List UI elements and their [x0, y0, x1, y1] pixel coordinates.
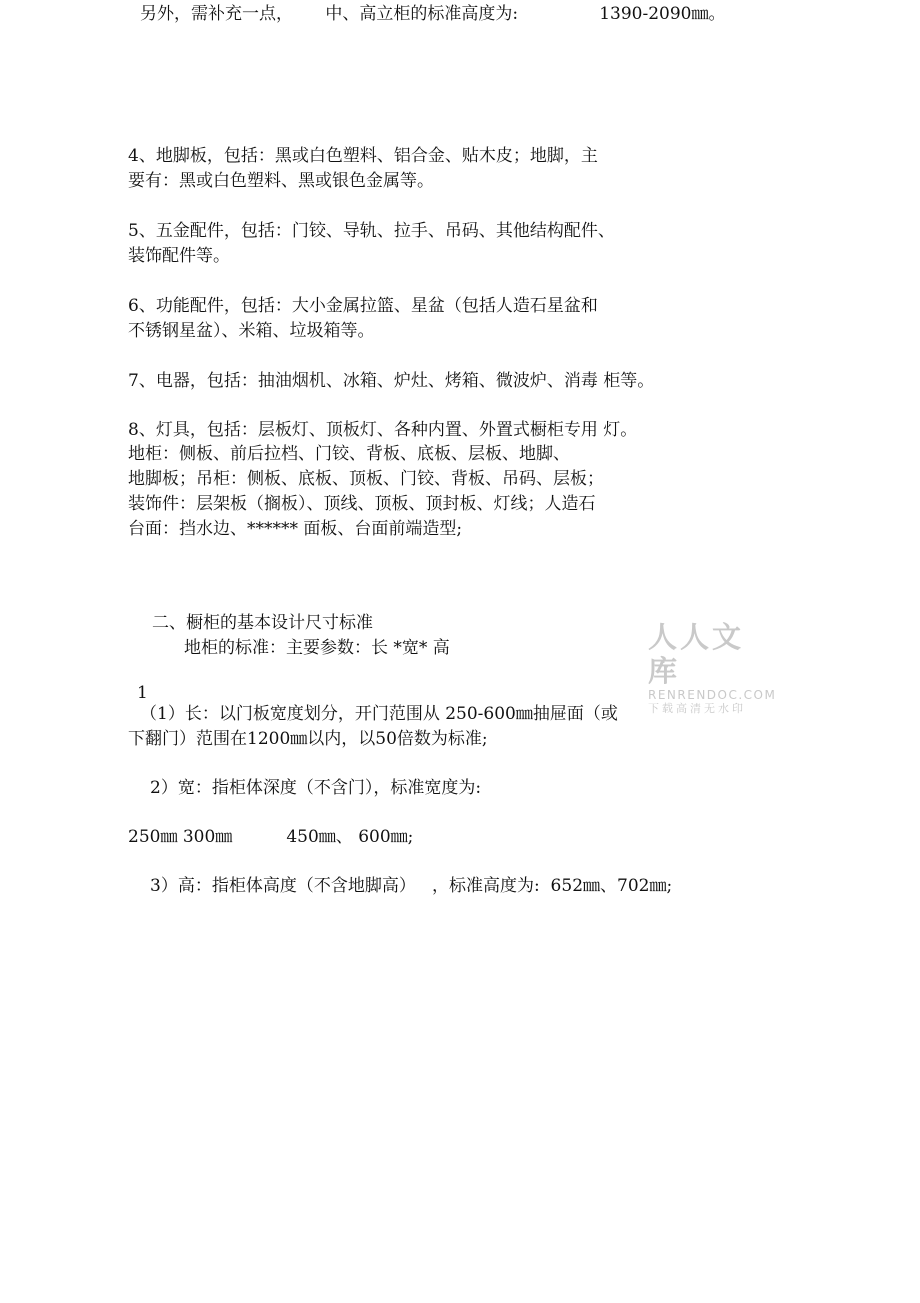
text-line: 装饰件：层架板（搁板）、顶线、顶板、顶封板、灯线；人造石: [128, 494, 596, 514]
text-line: 台面：挡水边、****** 面板、台面前端造型;: [128, 519, 463, 539]
text-line: 2）宽：指柜体深度（不含门），标准宽度为:: [150, 778, 482, 798]
text-line: 下翻门）范围在1200㎜以内，以50倍数为标准;: [128, 729, 488, 749]
text-line: 另外，需补充一点， 中、高立柜的标准高度为: 1390-2090㎜。: [140, 4, 726, 24]
text-line: 不锈钢星盆）、米箱、垃圾箱等。: [128, 321, 375, 341]
text-line: 地柜的标准：主要参数：长 *宽* 高: [184, 638, 450, 658]
text-line: 7、电器，包括：抽油烟机、冰箱、炉灶、烤箱、微波炉、消毒 柜等。: [128, 371, 655, 391]
text-line: 地脚板；吊柜：侧板、底板、顶板、门铰、背板、吊码、层板；: [128, 469, 604, 489]
text-line: 8、灯具，包括：层板灯、顶板灯、各种内置、外置式橱柜专用 灯。: [128, 420, 638, 440]
text-line: 5、五金配件，包括：门铰、导轨、拉手、吊码、其他结构配件、: [128, 221, 615, 241]
text-line: 地柜：侧板、前后拉档、门铰、背板、底板、层板、地脚、: [128, 444, 570, 464]
text-line: 装饰配件等。: [128, 246, 230, 266]
text-line: 6、功能配件，包括：大小金属拉篮、星盆（包括人造石星盆和: [128, 296, 598, 316]
text-line: 要有：黑或白色塑料、黑或银色金属等。: [128, 171, 434, 191]
text-line: 4、地脚板，包括：黑或白色塑料、铝合金、贴木皮；地脚，主: [128, 146, 598, 166]
watermark-slogan: 下载高清无水印: [648, 702, 746, 715]
text-line: 3）高：指柜体高度（不含地脚高） ，标准高度为: 652㎜、702㎜;: [150, 876, 673, 896]
watermark-logo: [648, 620, 777, 716]
text-line: （1）长：以门板宽度划分，开门范围从 250-600㎜抽屉面（或: [140, 704, 618, 724]
text-line: 1: [137, 683, 148, 703]
text-line: 250㎜ 300㎜ 450㎜、 600㎜;: [128, 827, 414, 847]
watermark-domain: RENRENDOC.COM: [648, 688, 777, 702]
watermark-title: 人人文库: [648, 620, 745, 688]
section-heading: 二、橱柜的基本设计尺寸标准: [152, 613, 373, 633]
